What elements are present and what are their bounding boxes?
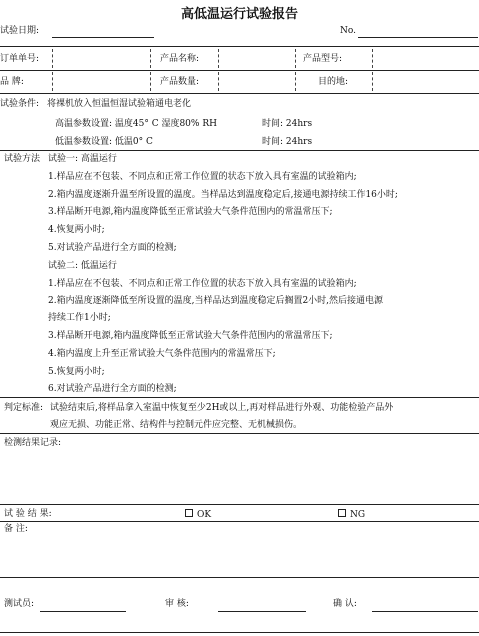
ok-checkbox[interactable] <box>185 509 193 517</box>
date-field[interactable] <box>52 37 154 38</box>
test1-step-2: 2.箱内温度逐渐升温至所设置的温度。当样品达到温度稳定后,接通电源持续工作16小时; <box>48 190 398 200</box>
result-ng-option[interactable] <box>338 509 365 521</box>
ok-label: OK <box>197 510 212 520</box>
ng-label: NG <box>350 510 366 520</box>
quantity-field-left <box>218 72 219 91</box>
confirm-label: 确 认: <box>333 599 357 609</box>
order-no-field-left <box>52 49 53 68</box>
no-field[interactable] <box>358 37 478 38</box>
order-no-label: 订单单号: <box>0 54 40 64</box>
confirm-field[interactable] <box>372 611 478 612</box>
test2-step-2: 2.箱内温度逐渐降低至所设置的温度,当样品达到温度稳定后搁置2小时,然后接通电源 <box>48 296 384 306</box>
tester-label: 测试员: <box>4 599 35 609</box>
info-bottom-rule <box>0 93 479 94</box>
test1-step-1: 1.样品应在不包装、不同点和正常工作位置的状态下放入具有室温的试验箱内; <box>48 172 357 182</box>
product-name-field-right <box>295 49 296 68</box>
methods-bottom-rule <box>0 397 479 398</box>
product-model-field-left <box>372 49 373 68</box>
info-middle-rule <box>0 70 479 71</box>
test1-step-5: 5.对试验产品进行全方面的检测; <box>48 243 177 253</box>
record-label: 检测结果记录: <box>4 438 62 448</box>
date-label: 试验日期: <box>0 26 40 36</box>
test2-step-3: 3.样品断开电源,箱内温度降低至正常试验大气条件范围内的常温常压下; <box>48 331 333 341</box>
tester-field[interactable] <box>40 611 126 612</box>
test2-step-2-cont: 持续工作1小时; <box>48 313 111 323</box>
low-temp-time: 时间: 24hrs <box>262 137 313 147</box>
test2-step-1: 1.样品应在不包装、不同点和正常工作位置的状态下放入具有室温的试验箱内; <box>48 279 357 289</box>
test2-step-5: 5.恢复两小时; <box>48 367 105 377</box>
brand-field-right <box>150 72 151 91</box>
product-model-label: 产品型号: <box>303 54 343 64</box>
test2-title: 试验二: 低温运行 <box>48 261 117 271</box>
review-field[interactable] <box>218 611 306 612</box>
criteria-line-1: 试验结束后,将样品拿入室温中恢复至少2H或以上,再对样品进行外观、功能检验产品外 <box>50 403 394 413</box>
high-temp-time: 时间: 24hrs <box>262 119 313 129</box>
product-name-field-left <box>218 49 219 68</box>
result-ok-option[interactable] <box>185 509 211 521</box>
high-temp-setting: 高温参数设置: 温度45° C 湿度80% RH <box>55 119 217 129</box>
test1-step-4: 4.恢复两小时; <box>48 225 105 235</box>
criteria-label: 判定标准: <box>4 403 44 413</box>
ng-checkbox[interactable] <box>338 509 346 517</box>
review-label: 审 核: <box>165 599 189 609</box>
destination-label: 目的地: <box>318 77 349 87</box>
result-label: 试 验 结 果: <box>4 509 52 519</box>
methods-label: 试验方法 <box>4 154 41 164</box>
no-label: No. <box>340 26 356 36</box>
quantity-field-right <box>295 72 296 91</box>
test2-step-4: 4.箱内温度上升至正常试验大气条件范围内的常温常压下; <box>48 349 276 359</box>
info-top-rule <box>0 46 479 47</box>
record-bottom-rule <box>0 504 479 505</box>
test1-title: 试验一: 高温运行 <box>48 154 117 164</box>
test2-step-6: 6.对试验产品进行全方面的检测; <box>48 384 177 394</box>
report-title: 高低温运行试验报告 <box>180 7 298 22</box>
quantity-label: 产品数量: <box>160 77 200 87</box>
brand-field-left <box>52 72 53 91</box>
order-no-field-right <box>150 49 151 68</box>
product-name-label: 产品名称: <box>160 54 200 64</box>
brand-label: 品 牌: <box>0 77 24 87</box>
conditions-bottom-rule <box>0 150 479 151</box>
criteria-bottom-rule <box>0 433 479 434</box>
remarks-bottom-rule <box>0 577 479 578</box>
footer-bottom-rule <box>0 632 479 633</box>
conditions-text: 将裸机放入恒温恒湿试验箱通电老化 <box>47 99 192 109</box>
low-temp-setting: 低温参数设置: 低温0° C <box>55 137 153 147</box>
result-bottom-rule <box>0 521 479 522</box>
conditions-label: 试验条件: <box>0 99 40 109</box>
test1-step-3: 3.样品断开电源,箱内温度降低至正常试验大气条件范围内的常温常压下; <box>48 207 333 217</box>
criteria-line-2: 观应无损、功能正常、结构件与控制元件应完整、无机械损伤。 <box>50 420 303 430</box>
remarks-label: 备 注: <box>4 524 28 534</box>
destination-field-left <box>372 72 373 91</box>
